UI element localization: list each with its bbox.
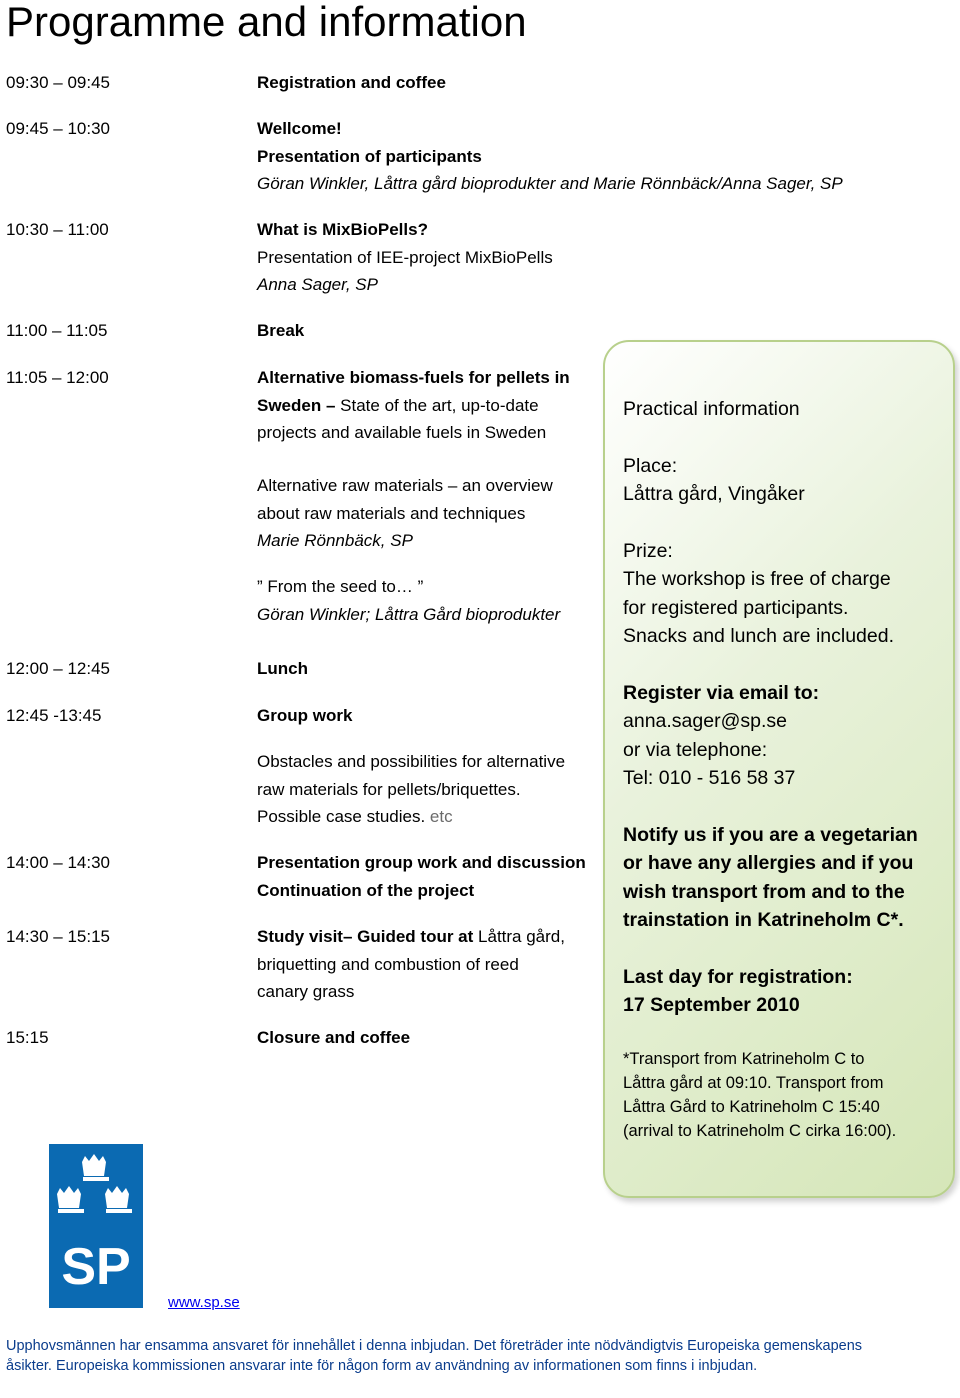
subitem-title: ” From the seed to… ” <box>257 577 424 596</box>
schedule-item <box>257 115 937 198</box>
item-description: State of the art, up-to-date <box>335 395 539 415</box>
transport-note <box>623 1047 943 1143</box>
time-slot: 14:30 – 15:15 <box>6 927 110 946</box>
item-title: Registration and coffee <box>257 73 446 92</box>
website-link[interactable]: www.sp.se <box>168 1294 240 1311</box>
transport-line: Låttra Gård to Katrineholm C 15:40 <box>623 1098 880 1116</box>
deadline-label: Last day for registration: <box>623 966 853 988</box>
subitem-description: raw materials for pellets/briquettes. <box>257 779 521 799</box>
info-heading: Practical information <box>623 398 800 420</box>
schedule-item <box>257 317 597 345</box>
notify-line: wish transport from and to the <box>623 880 905 903</box>
time-slot: 14:00 – 14:30 <box>6 853 110 872</box>
subitem-title: Alternative raw materials – an overview <box>257 476 553 495</box>
time-slot: 11:05 – 12:00 <box>6 368 109 387</box>
schedule-item <box>257 702 597 730</box>
place-section <box>623 452 943 509</box>
phone-label: or via telephone: <box>623 738 768 761</box>
item-title: Wellcome! <box>257 119 342 138</box>
subitem-etc: etc <box>429 807 453 826</box>
subitem-description: Obstacles and possibilities for alternative <box>257 752 566 771</box>
place-value: Låttra gård, Vingåker <box>623 483 805 506</box>
time-slot: 12:00 – 12:45 <box>6 659 110 678</box>
transport-line: Låttra gård at 09:10. Transport from <box>623 1074 884 1092</box>
logo-text: SP <box>61 1238 131 1296</box>
deadline-section <box>623 963 943 1020</box>
prize-section <box>623 537 943 650</box>
disclaimer-footer: Upphovsmännen har ensamma ansvaret för innehållet i denna inbjudan. Det företräder inte nödvändigtvis Europeiska gemenskapens åsikter. Europeiska kommissionen ansvarar inte för någon form av användning av informationen som finns i inbjudan. <box>6 1338 863 1374</box>
schedule-item <box>257 923 597 1006</box>
time-slot: 09:45 – 10:30 <box>6 119 110 138</box>
schedule-item <box>257 364 597 447</box>
item-speakers: Anna Sager, SP <box>257 275 378 294</box>
prize-line: The workshop is free of charge <box>623 568 891 591</box>
crowns-icon <box>49 1144 143 1308</box>
item-subtitle: Continuation of the project <box>257 880 475 900</box>
item-title: Break <box>257 321 305 340</box>
item-title: Group work <box>257 706 353 725</box>
schedule-item <box>257 1024 597 1052</box>
time-slot: 10:30 – 11:00 <box>6 220 109 239</box>
notify-line: trainstation in Katrineholm C*. <box>623 908 904 931</box>
deadline-date: 17 September 2010 <box>623 994 800 1017</box>
subitem-speaker: Göran Winkler; Låttra Gård bioprodukter <box>257 604 561 624</box>
item-location: Låttra gård, <box>473 927 565 946</box>
item-title: Study visit– Guided tour at <box>257 927 474 946</box>
time-slot: 09:30 – 09:45 <box>6 73 110 92</box>
page-title: Programme and information <box>6 0 527 45</box>
item-title: Lunch <box>257 659 308 678</box>
notify-line: Notify us if you are a vegetarian <box>623 824 918 846</box>
schedule-subitem <box>257 748 597 831</box>
item-subtitle: Presentation of participants <box>257 146 482 166</box>
subitem-speaker: Marie Rönnbäck, SP <box>257 531 413 550</box>
item-title: Presentation group work and discussion <box>257 853 586 872</box>
item-title: What is MixBioPells? <box>257 220 428 239</box>
schedule-item <box>257 655 597 683</box>
item-title: Alternative biomass-fuels for pellets in <box>257 368 570 387</box>
email-link[interactable]: anna.sager@sp.se <box>623 710 787 733</box>
transport-line: (arrival to Katrineholm C cirka 16:00). <box>623 1122 897 1140</box>
sp-logo <box>49 1144 143 1308</box>
place-label: Place: <box>623 455 678 477</box>
prize-line: Snacks and lunch are included. <box>623 624 895 647</box>
schedule-item <box>257 69 597 97</box>
prize-line: for registered participants. <box>623 596 849 619</box>
phone-number: Tel: 010 - 516 58 37 <box>623 766 796 789</box>
register-section <box>623 679 943 792</box>
item-description: projects and available fuels in Sweden <box>257 423 547 442</box>
notify-section <box>623 821 943 934</box>
prize-label: Prize: <box>623 540 673 562</box>
item-description: Presentation of IEE-project MixBioPells <box>257 247 553 267</box>
transport-line: *Transport from Katrineholm C to <box>623 1050 865 1068</box>
schedule-item <box>257 216 597 299</box>
item-title-cont: Sweden – <box>257 395 336 415</box>
time-slot: 11:00 – 11:05 <box>6 321 108 340</box>
item-title: Closure and coffee <box>257 1028 411 1047</box>
time-slot: 12:45 -13:45 <box>6 706 102 725</box>
time-slot: 15:15 <box>6 1028 49 1047</box>
schedule-subitem <box>257 573 597 628</box>
notify-line: or have any allergies and if you <box>623 852 914 875</box>
subitem-description: about raw materials and techniques <box>257 503 526 523</box>
item-description: canary grass <box>257 982 355 1001</box>
item-description: briquetting and combustion of reed <box>257 954 519 974</box>
schedule-item <box>257 849 597 904</box>
subitem-description: Possible case studies. <box>257 807 430 826</box>
schedule-subitem <box>257 472 597 555</box>
register-label: Register via email to: <box>623 682 820 704</box>
item-speakers: Göran Winkler, Låttra gård bioprodukter and Marie Rönnbäck/Anna Sager, SP <box>257 174 843 193</box>
